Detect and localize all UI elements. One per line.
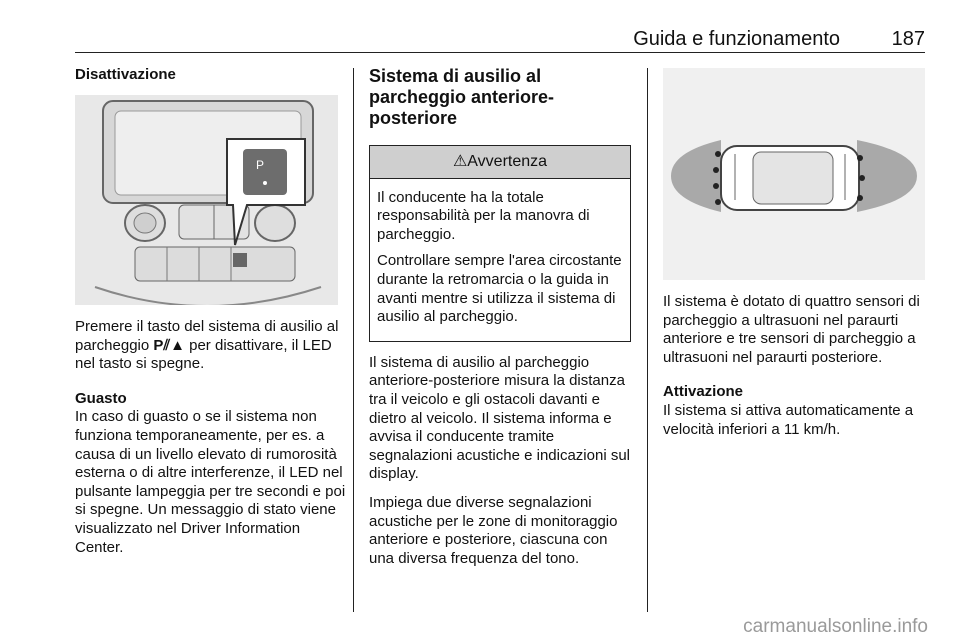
dashboard-button-illustration	[75, 95, 338, 305]
deactivation-text-after: per disattivare, il LED nel tasto si spegne.	[75, 336, 332, 373]
column-divider-2	[647, 68, 648, 612]
column-1	[75, 66, 345, 85]
warning-box	[369, 145, 631, 342]
page-header	[75, 28, 925, 50]
park-assist-symbol: P⫽▲	[153, 336, 185, 354]
warning-header	[370, 146, 630, 179]
column-2	[369, 66, 631, 578]
warning-paragraph-2: Controllare sempre l'area circostante durante la retromarcia o la guida in avanti mentre si utilizza il sistema di ausilio al parcheggio.	[377, 252, 622, 326]
deactivation-text-before: Premere il tasto del sistema di ausilio al parcheggio	[75, 318, 339, 354]
page-title: Guida e funzionamento	[633, 28, 840, 50]
warning-title: Avvertenza	[467, 153, 548, 170]
fault-heading: Guasto	[75, 389, 127, 407]
warning-body	[370, 179, 630, 341]
column-3-body	[663, 293, 928, 449]
system-paragraph-2: Impiega due diverse segnalazioni acustiche per le zone di monitoraggio anteriore e posteriore, ciascuna con una diversa frequenza del tono.	[369, 493, 618, 567]
deactivation-heading: Disattivazione	[75, 66, 176, 83]
warning-triangle-icon: ⚠	[452, 153, 468, 170]
deactivation-paragraph	[75, 318, 350, 374]
system-paragraph-1: Il sistema di ausilio al parcheggio anteriore-posteriore misura la distanza tra il veicolo e gli ostacoli davanti e dietro al veicolo. Il sistema informa e avvisa il conducente tramite segnalazioni acustiche e indicazioni sul display.	[369, 353, 630, 483]
activation-heading: Attivazione	[663, 383, 744, 401]
section-heading: Sistema di ausilio al parcheggio anteriore-posteriore	[369, 66, 555, 128]
car-sensor-zones-illustration	[663, 68, 925, 280]
warning-paragraph-1: Il conducente ha la totale responsabilità per la manovra di parcheggio.	[377, 188, 590, 243]
page-number: 187	[891, 28, 925, 50]
sensors-paragraph: Il sistema è dotato di quattro sensori di parcheggio a ultrasuoni nel paraurti anteriore e tre sensori di parcheggio a ultrasuoni nel paraurti posteriore.	[663, 293, 920, 366]
column-1-body	[75, 318, 350, 567]
column-divider-1	[353, 68, 354, 612]
header-rule	[75, 52, 925, 53]
watermark: carmanualsonline.info	[743, 616, 928, 637]
svg-text:P: P	[256, 158, 265, 172]
fault-paragraph: In caso di guasto o se il sistema non funziona temporaneamente, per es. a causa di un livello elevato di rumorosità esterna o di altre interferenze, il LED nel pulsante lampeggia per tre secondi e poi si spegne. Un messaggio di stato viene visualizzato nel Driver Information Center.	[75, 408, 346, 556]
activation-paragraph: Il sistema si attiva automaticamente a velocità inferiori a 11 km/h.	[663, 401, 914, 438]
